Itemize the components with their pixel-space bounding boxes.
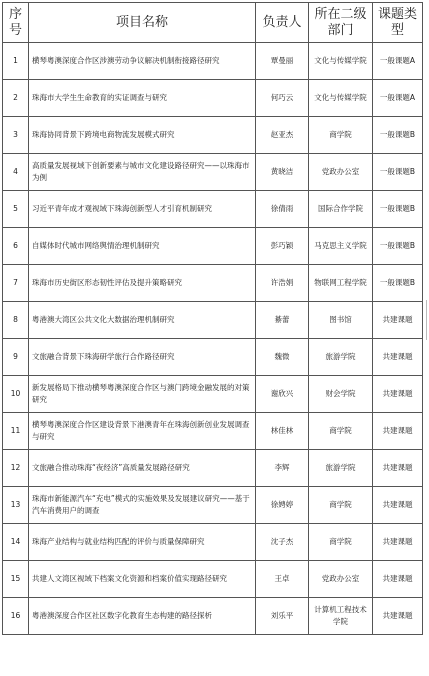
project-name: 珠海协同背景下跨境电商物流发展模式研究: [29, 117, 256, 154]
header-type: 课题类型: [373, 3, 423, 43]
row-number: 2: [3, 80, 29, 117]
header-name: 项目名称: [29, 3, 256, 43]
project-leader: 李辉: [256, 450, 309, 487]
project-name: 珠海市新能源汽车“充电”模式的实施效果及发展建议研究——基于汽车消费用户的调查: [29, 487, 256, 524]
project-type: 一般课题B: [373, 265, 423, 302]
project-name: 习近平青年成才观视域下珠海创新型人才引育机制研究: [29, 191, 256, 228]
project-table: [2, 2, 423, 635]
table-row: [3, 191, 423, 228]
project-leader: 林佳林: [256, 413, 309, 450]
project-name: 新发展格局下推动横琴粤澳深度合作区与澳门跨境金融发展的对策研究: [29, 376, 256, 413]
project-name: 自媒体时代城市网络舆情治理机制研究: [29, 228, 256, 265]
project-type: 一般课题B: [373, 154, 423, 191]
project-type: 共建课题: [373, 524, 423, 561]
row-number: 15: [3, 561, 29, 598]
row-number: 1: [3, 43, 29, 80]
project-leader: 何巧云: [256, 80, 309, 117]
row-number: 6: [3, 228, 29, 265]
table-row: [3, 228, 423, 265]
project-type: 一般课题B: [373, 228, 423, 265]
project-leader: 黄晓洁: [256, 154, 309, 191]
table-body: [3, 43, 423, 635]
header-dept: 所在二级部门: [309, 3, 373, 43]
project-type: 共建课题: [373, 376, 423, 413]
table-row: [3, 154, 423, 191]
project-leader: 徐娉婷: [256, 487, 309, 524]
project-type: 共建课题: [373, 339, 423, 376]
department: 计算机工程技术学院: [309, 598, 373, 635]
project-leader: 王卓: [256, 561, 309, 598]
project-type: 一般课题B: [373, 191, 423, 228]
table-row: [3, 450, 423, 487]
project-leader: 徐倩雨: [256, 191, 309, 228]
project-type: 共建课题: [373, 413, 423, 450]
department: 图书馆: [309, 302, 373, 339]
row-number: 10: [3, 376, 29, 413]
department: 财会学院: [309, 376, 373, 413]
project-name: 粤港澳深度合作区社区数字化教育生态构建的路径探析: [29, 598, 256, 635]
table-row: [3, 43, 423, 80]
row-number: 3: [3, 117, 29, 154]
row-number: 4: [3, 154, 29, 191]
row-number: 16: [3, 598, 29, 635]
row-number: 14: [3, 524, 29, 561]
project-type: 一般课题A: [373, 80, 423, 117]
row-number: 8: [3, 302, 29, 339]
project-leader: 刘乐平: [256, 598, 309, 635]
department: 国际合作学院: [309, 191, 373, 228]
department: 文化与传媒学院: [309, 80, 373, 117]
project-leader: 沈子杰: [256, 524, 309, 561]
department: 党政办公室: [309, 154, 373, 191]
project-name: 粤港澳大湾区公共文化大数据治理机制研究: [29, 302, 256, 339]
department: 党政办公室: [309, 561, 373, 598]
table-header-row: [3, 3, 423, 43]
project-type: 共建课题: [373, 302, 423, 339]
table-row: [3, 598, 423, 635]
project-leader: 赵亚杰: [256, 117, 309, 154]
department: 商学院: [309, 117, 373, 154]
department: 旅游学院: [309, 450, 373, 487]
table-row: [3, 265, 423, 302]
row-number: 13: [3, 487, 29, 524]
project-name: 珠海产业结构与就业结构匹配的评价与质量保障研究: [29, 524, 256, 561]
row-number: 7: [3, 265, 29, 302]
project-type: 一般课题A: [373, 43, 423, 80]
department: 商学院: [309, 413, 373, 450]
project-leader: 魏微: [256, 339, 309, 376]
row-number: 11: [3, 413, 29, 450]
row-number: 9: [3, 339, 29, 376]
page-edge-mark: [426, 300, 427, 340]
table-row: [3, 413, 423, 450]
project-name: 横琴粤澳深度合作区建设背景下港澳青年在珠海创新创业发展调查与研究: [29, 413, 256, 450]
table-row: [3, 302, 423, 339]
table-row: [3, 524, 423, 561]
project-name: 高质量发展视域下创新要素与城市文化建设路径研究——以珠海市为例: [29, 154, 256, 191]
project-name: 横琴粤澳深度合作区涉澳劳动争议解决机制衔接路径研究: [29, 43, 256, 80]
table-row: [3, 487, 423, 524]
table-row: [3, 80, 423, 117]
project-leader: 綦蕾: [256, 302, 309, 339]
department: 马克思主义学院: [309, 228, 373, 265]
table-row: [3, 339, 423, 376]
project-name: 共建人文湾区视域下档案文化资源和档案价值实现路径研究: [29, 561, 256, 598]
project-type: 共建课题: [373, 598, 423, 635]
row-number: 12: [3, 450, 29, 487]
project-name: 文旅融合推动珠海“夜经济”高质量发展路径研究: [29, 450, 256, 487]
project-type: 共建课题: [373, 561, 423, 598]
project-type: 共建课题: [373, 487, 423, 524]
project-type: 共建课题: [373, 450, 423, 487]
project-name: 珠海市大学生生命教育的实证调查与研究: [29, 80, 256, 117]
header-no: 序号: [3, 3, 29, 43]
project-leader: 覃曼丽: [256, 43, 309, 80]
table-row: [3, 561, 423, 598]
department: 物联网工程学院: [309, 265, 373, 302]
department: 旅游学院: [309, 339, 373, 376]
project-leader: 谢欣兴: [256, 376, 309, 413]
project-leader: 彭巧颖: [256, 228, 309, 265]
row-number: 5: [3, 191, 29, 228]
project-type: 一般课题B: [373, 117, 423, 154]
table-row: [3, 376, 423, 413]
department: 商学院: [309, 524, 373, 561]
project-name: 珠海市历史街区形态韧性评估及提升策略研究: [29, 265, 256, 302]
project-name: 文旅融合背景下珠海研学旅行合作路径研究: [29, 339, 256, 376]
project-leader: 许浩娟: [256, 265, 309, 302]
table-row: [3, 117, 423, 154]
department: 商学院: [309, 487, 373, 524]
header-leader: 负责人: [256, 3, 309, 43]
department: 文化与传媒学院: [309, 43, 373, 80]
